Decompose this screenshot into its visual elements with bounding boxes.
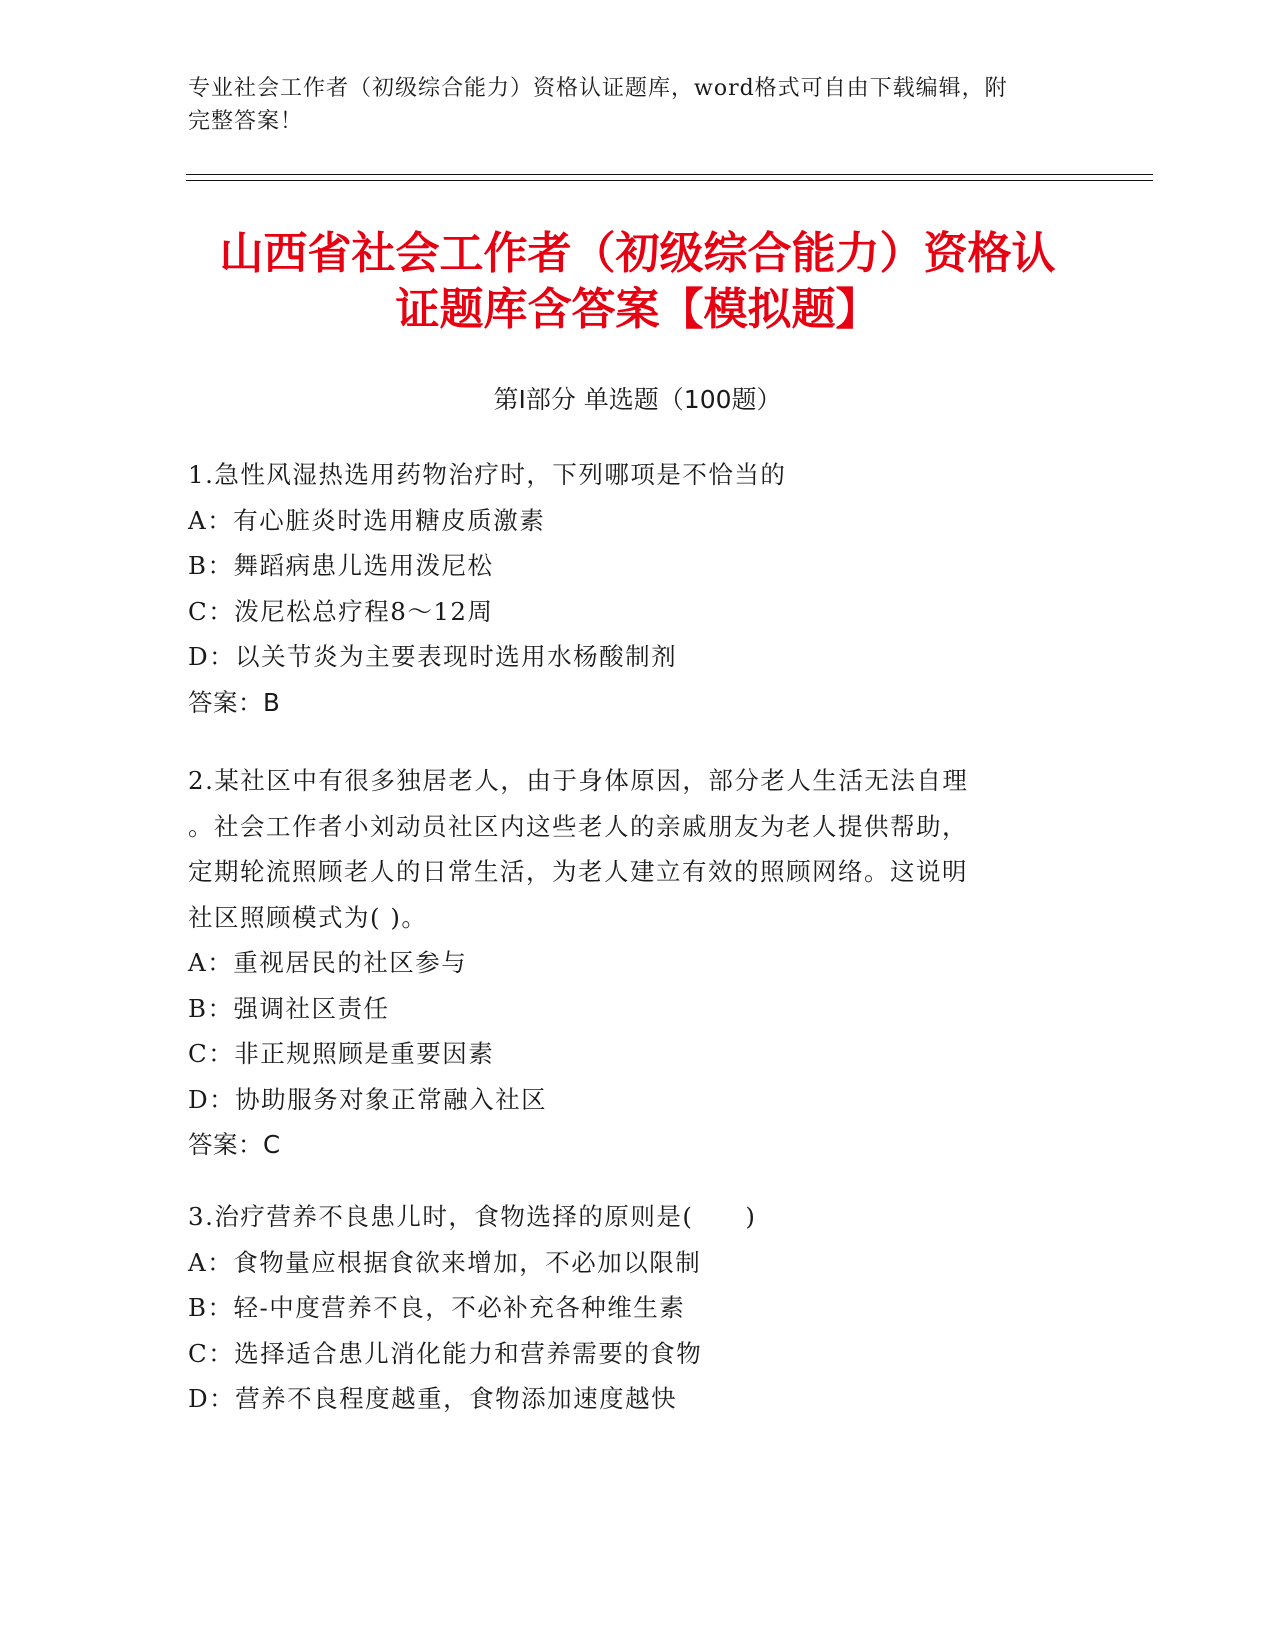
option-c: C：非正规照顾是重要因素 [188,1039,495,1068]
option-d: D：协助服务对象正常融入社区 [188,1084,548,1114]
title-line: 山西省社会工作者（初级综合能力）资格认 [219,228,1056,279]
question-stem: 1.急性风湿热选用药物治疗时，下列哪项是不恰当的 [188,460,787,489]
header-note-line: 专业社会工作者（初级综合能力）资格认证题库，word格式可自由下载编辑，附 [188,76,1008,101]
header-divider-thin [186,180,1153,181]
question-stem: 定期轮流照顾老人的日常生活，为老人建立有效的照顾网络。这说明 [188,857,968,886]
option-a: A：食物量应根据食欲来增加，不必加以限制 [188,1247,702,1277]
section-title: 第Ⅰ部分 单选题（100题） [493,385,782,414]
option-c: C：选择适合患儿消化能力和营养需要的食物 [188,1338,703,1368]
option-a: A：有心脏炎时选用糖皮质激素 [188,505,546,535]
header-note [188,72,1088,138]
question-stem: 社区照顾模式为( )。 [188,902,428,932]
title-line: 证题库含答案【模拟题】 [395,284,880,335]
option-b: B：轻-中度营养不良，不必补充各种维生素 [188,1293,686,1322]
question-1 [188,452,1068,725]
answer: 答案：C [188,1130,281,1159]
question-stem: 2.某社区中有很多独居老人，由于身体原因，部分老人生活无法自理 [188,766,969,795]
option-b: B：强调社区责任 [188,993,390,1023]
header-divider [186,174,1153,175]
question-3 [188,1194,1068,1422]
question-stem: 。社会工作者小刘动员社区内这些老人的亲戚朋友为老人提供帮助， [188,811,968,841]
question-2 [188,758,1068,1168]
answer: 答案：B [188,687,281,717]
header-note-line: 完整答案！ [188,109,304,134]
option-a: A：重视居民的社区参与 [188,948,468,977]
option-d: D：以关节炎为主要表现时选用水杨酸制剂 [188,642,678,671]
option-b: B：舞蹈病患儿选用泼尼松 [188,551,494,580]
question-stem: 3.治疗营养不良患儿时，食物选择的原则是( ) [188,1202,757,1231]
document-title [150,226,1125,338]
option-c: C：泼尼松总疗程8～12周 [188,596,494,626]
option-d: D：营养不良程度越重，食物添加速度越快 [188,1384,678,1413]
